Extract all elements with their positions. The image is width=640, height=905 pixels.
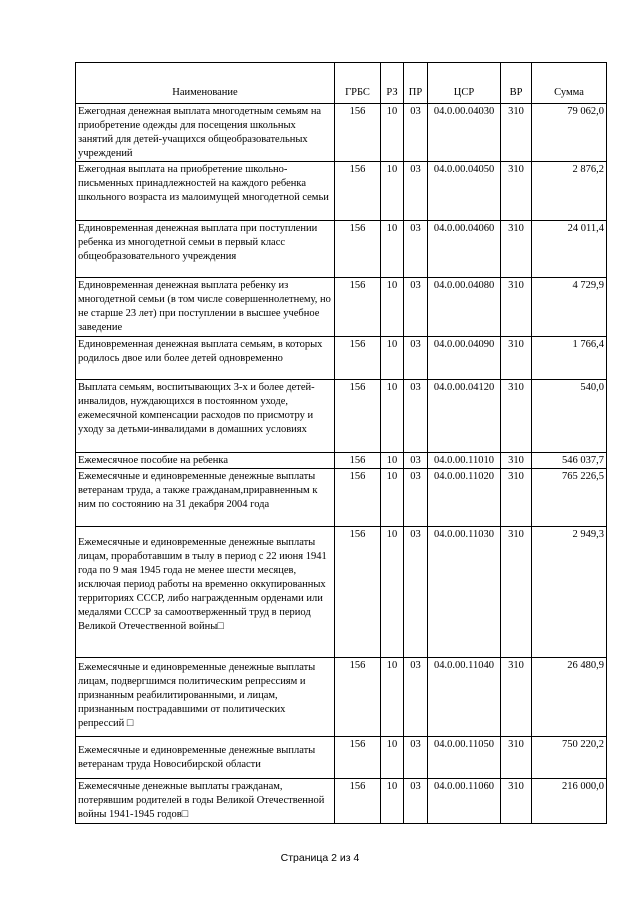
table-row (76, 380, 607, 453)
budget-table (75, 62, 607, 824)
row-name: Ежемесячные денежные выплаты гражданам, потерявшим родителей в годы Великой Отечественной войны 1941-1945 годов□ (76, 779, 335, 824)
row-rz: 10 (381, 737, 404, 779)
row-csr: 04.0.00.04120 (428, 380, 501, 453)
row-rz: 10 (381, 779, 404, 824)
row-sum: 1 766,4 (532, 337, 607, 380)
table-row (76, 278, 607, 337)
row-grbs: 156 (335, 104, 381, 162)
row-csr: 04.0.00.04030 (428, 104, 501, 162)
row-pr: 03 (404, 658, 428, 737)
row-csr: 04.0.00.11010 (428, 453, 501, 469)
row-grbs: 156 (335, 162, 381, 221)
row-csr: 04.0.00.11040 (428, 658, 501, 737)
row-sum: 24 011,4 (532, 221, 607, 278)
row-vr: 310 (501, 162, 532, 221)
table-row (76, 162, 607, 221)
header-sum: Сумма (532, 63, 607, 104)
row-csr: 04.0.00.04050 (428, 162, 501, 221)
row-rz: 10 (381, 162, 404, 221)
row-grbs: 156 (335, 453, 381, 469)
header-grbs: ГРБС (335, 63, 381, 104)
row-pr: 03 (404, 104, 428, 162)
row-pr: 03 (404, 453, 428, 469)
row-csr: 04.0.00.11030 (428, 527, 501, 658)
row-vr: 310 (501, 527, 532, 658)
row-pr: 03 (404, 779, 428, 824)
row-vr: 310 (501, 658, 532, 737)
table-row (76, 453, 607, 469)
row-pr: 03 (404, 380, 428, 453)
row-rz: 10 (381, 221, 404, 278)
row-sum: 540,0 (532, 380, 607, 453)
row-grbs: 156 (335, 278, 381, 337)
row-name: Ежемесячные и единовременные денежные выплаты лицам, подвергшимся политическим репрессиям и признанным реабилитированными, и лицам, признанным пострадавшими от политических репрессий □ (76, 658, 335, 737)
row-sum: 26 480,9 (532, 658, 607, 737)
row-csr: 04.0.00.04060 (428, 221, 501, 278)
row-sum: 216 000,0 (532, 779, 607, 824)
row-vr: 310 (501, 104, 532, 162)
header-rz: РЗ (381, 63, 404, 104)
table-row (76, 658, 607, 737)
row-vr: 310 (501, 453, 532, 469)
table-row (76, 221, 607, 278)
table-row (76, 779, 607, 824)
row-sum: 750 220,2 (532, 737, 607, 779)
header-pr: ПР (404, 63, 428, 104)
row-sum: 2 876,2 (532, 162, 607, 221)
header-vr: ВР (501, 63, 532, 104)
row-rz: 10 (381, 527, 404, 658)
row-vr: 310 (501, 278, 532, 337)
row-vr: 310 (501, 221, 532, 278)
header-name: Наименование (76, 63, 335, 104)
row-grbs: 156 (335, 737, 381, 779)
row-name: Единовременная денежная выплата при поступлении ребенка из многодетной семьи в первый класс общеобразовательного учреждения (76, 221, 335, 278)
row-csr: 04.0.00.11050 (428, 737, 501, 779)
row-pr: 03 (404, 337, 428, 380)
row-rz: 10 (381, 278, 404, 337)
row-vr: 310 (501, 779, 532, 824)
table-row (76, 469, 607, 527)
table-row (76, 737, 607, 779)
row-csr: 04.0.00.11060 (428, 779, 501, 824)
table-row (76, 104, 607, 162)
row-name: Ежемесячные и единовременные денежные выплаты ветеранам труда Новосибирской области (76, 737, 335, 779)
row-grbs: 156 (335, 380, 381, 453)
row-rz: 10 (381, 658, 404, 737)
row-vr: 310 (501, 380, 532, 453)
row-vr: 310 (501, 737, 532, 779)
row-vr: 310 (501, 469, 532, 527)
row-rz: 10 (381, 337, 404, 380)
page-number: Страница 2 из 4 (280, 852, 360, 864)
table-row (76, 337, 607, 380)
row-name: Ежемесячные и единовременные денежные выплаты лицам, проработавшим в тылу в период с 22 июня 1941 года по 9 мая 1945 года не менее шести месяцев, исключая период работы на временно оккупированных территориях СССР, либо награжденным орденами или медалями СССР за самоотверженный труд в период Великой Отечественной войны□ (76, 527, 335, 658)
row-grbs: 156 (335, 779, 381, 824)
header-csr: ЦСР (428, 63, 501, 104)
row-sum: 79 062,0 (532, 104, 607, 162)
table-row (76, 527, 607, 658)
row-name: Ежемесячное пособие на ребенка (76, 453, 335, 469)
row-grbs: 156 (335, 469, 381, 527)
row-pr: 03 (404, 221, 428, 278)
row-csr: 04.0.00.04080 (428, 278, 501, 337)
row-name: Ежегодная денежная выплата многодетным семьям на приобретение одежды для посещения школьных занятий для детей-учащихся общеобразовательных учреждений (76, 104, 335, 162)
row-grbs: 156 (335, 527, 381, 658)
row-name: Ежегодная выплата на приобретение школьно-письменных принадлежностей на каждого ребенка школьного возраста из малоимущей многодетной семьи (76, 162, 335, 221)
row-name: Единовременная денежная выплата ребенку из многодетной семьи (в том числе совершеннолетнему, но не старше 23 лет) при поступлении в высшее учебное заведение (76, 278, 335, 337)
row-pr: 03 (404, 278, 428, 337)
row-pr: 03 (404, 469, 428, 527)
row-csr: 04.0.00.04090 (428, 337, 501, 380)
row-sum: 765 226,5 (532, 469, 607, 527)
row-rz: 10 (381, 104, 404, 162)
row-grbs: 156 (335, 337, 381, 380)
row-sum: 546 037,7 (532, 453, 607, 469)
row-pr: 03 (404, 162, 428, 221)
row-pr: 03 (404, 737, 428, 779)
row-rz: 10 (381, 380, 404, 453)
row-grbs: 156 (335, 658, 381, 737)
row-csr: 04.0.00.11020 (428, 469, 501, 527)
row-name: Ежемесячные и единовременные денежные выплаты ветеранам труда, а также гражданам,приравненным к ним по состоянию на 31 декабря 2004 года (76, 469, 335, 527)
row-sum: 4 729,9 (532, 278, 607, 337)
row-pr: 03 (404, 527, 428, 658)
row-name: Выплата семьям, воспитывающих 3-х и более детей-инвалидов, нуждающихся в постоянном уходе, ежемесячной компенсации расходов по присмотру и уходу за детьми-инвалидами в домашних условиях (76, 380, 335, 453)
row-name: Единовременная денежная выплата семьям, в которых родилось двое или более детей одновременно (76, 337, 335, 380)
row-grbs: 156 (335, 221, 381, 278)
table-header-row (76, 63, 607, 104)
row-rz: 10 (381, 453, 404, 469)
row-sum: 2 949,3 (532, 527, 607, 658)
row-rz: 10 (381, 469, 404, 527)
row-vr: 310 (501, 337, 532, 380)
